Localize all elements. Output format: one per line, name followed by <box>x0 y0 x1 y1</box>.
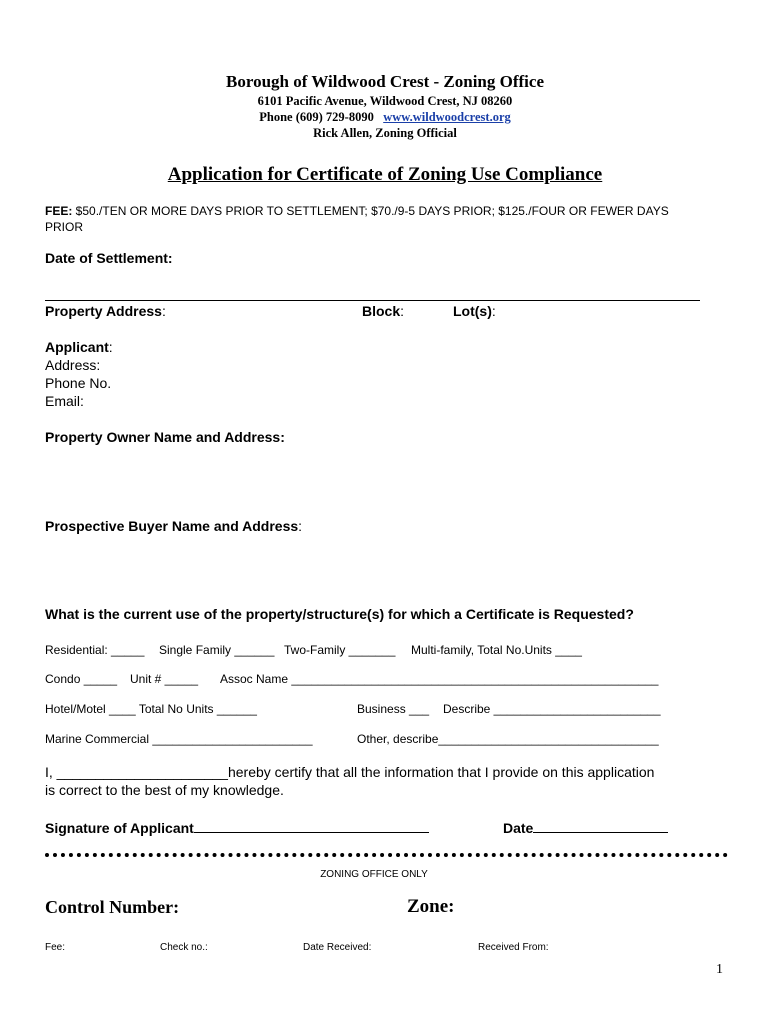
applicant-row: Applicant: <box>45 339 113 355</box>
page-number: 1 <box>716 962 723 977</box>
header-org: Borough of Wildwood Crest - Zoning Office <box>226 72 544 91</box>
certify-line-2: is correct to the best of my knowledge. <box>45 782 284 798</box>
use-question: What is the current use of the property/structure(s) for which a Certificate is Requested? <box>45 606 634 622</box>
applicant-address-label: Address: <box>45 357 101 373</box>
signature-label: Signature of Applicant <box>45 820 194 836</box>
applicant-phone-label: Phone No. <box>45 375 112 391</box>
unit-field[interactable]: Unit # _____ <box>130 672 199 686</box>
business-describe-field[interactable]: Describe _________________________ <box>443 702 661 716</box>
multi-family-field[interactable]: Multi-family, Total No.Units ____ <box>411 643 582 657</box>
header-address: 6101 Pacific Avenue, Wildwood Crest, NJ 08260 <box>257 94 513 108</box>
date-row <box>503 818 668 836</box>
control-number-label: Control Number: <box>45 897 180 917</box>
hotel-field[interactable]: Hotel/Motel ____ Total No Units ______ <box>45 702 257 716</box>
date-label: Date <box>503 820 534 836</box>
fee-text: $50./TEN OR MORE DAYS PRIOR TO SETTLEMENT; $70./9-5 DAYS PRIOR; $125./FOUR OR FEWER DAYS <box>72 204 669 218</box>
assoc-name-field[interactable]: Assoc Name _______________________________________________________ <box>220 672 659 686</box>
certify-line-1: I, ______________________hereby certify that all the information that I provide on this application <box>45 764 655 780</box>
settlement-label: Date of Settlement: <box>45 250 173 266</box>
fee-line-2: PRIOR <box>45 220 84 234</box>
applicant-label: Applicant <box>45 339 109 355</box>
zone-label: Zone: <box>407 896 455 917</box>
header-contact <box>0 110 770 125</box>
office-only-label: ZONING OFFICE ONLY <box>320 869 428 880</box>
business-field[interactable]: Business ___ <box>357 702 430 716</box>
office-received-from-label: Received From: <box>478 942 549 953</box>
date-line[interactable] <box>533 818 668 833</box>
header-official: Rick Allen, Zoning Official <box>313 126 457 140</box>
signature-line[interactable] <box>194 818 429 833</box>
block-label: Block <box>362 303 401 319</box>
office-separator <box>45 853 728 857</box>
website-link[interactable]: www.wildwoodcrest.org <box>383 110 511 124</box>
page-title: Application for Certificate of Zoning Use Compliance <box>167 164 603 185</box>
buyer-row: Prospective Buyer Name and Address: <box>45 518 303 534</box>
lots-label: Lot(s) <box>453 303 492 319</box>
buyer-label: Prospective Buyer Name and Address <box>45 518 299 534</box>
property-address-row: Property Address: <box>45 303 166 319</box>
applicant-email-label: Email: <box>45 393 84 409</box>
office-fee-label: Fee: <box>45 942 66 953</box>
settlement-rule <box>45 300 700 301</box>
property-address-label: Property Address <box>45 303 162 319</box>
other-field[interactable]: Other, describe_________________________________ <box>357 732 659 746</box>
block-row: Block: <box>362 303 405 319</box>
two-family-field[interactable]: Two-Family _______ <box>284 643 396 657</box>
fee-label: FEE: <box>45 204 73 218</box>
condo-field[interactable]: Condo _____ <box>45 672 118 686</box>
office-date-received-label: Date Received: <box>303 942 372 953</box>
marine-field[interactable]: Marine Commercial ________________________ <box>45 732 313 746</box>
signature-row <box>45 818 429 836</box>
lots-row: Lot(s): <box>453 303 496 319</box>
fee-line-1 <box>45 204 669 218</box>
residential-field[interactable]: Residential: _____ <box>45 643 145 657</box>
header-phone: Phone (609) 729-8090 <box>259 110 374 124</box>
single-family-field[interactable]: Single Family ______ <box>159 643 275 657</box>
office-check-label: Check no.: <box>160 942 208 953</box>
owner-label: Property Owner Name and Address: <box>45 429 285 445</box>
